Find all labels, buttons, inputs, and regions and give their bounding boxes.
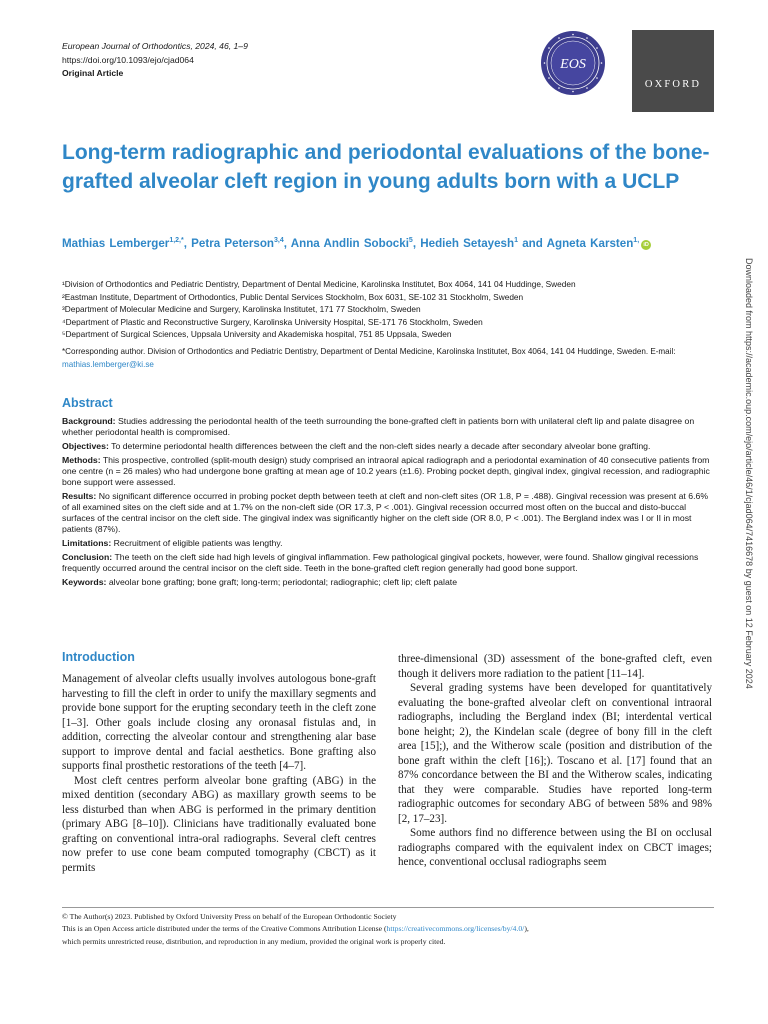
abstract-section (62, 416, 717, 438)
abstract-body (62, 416, 717, 591)
journal-citation: European Journal of Orthodontics, 2024, 46, 1–9 (62, 41, 248, 51)
author-superscript: 1, (633, 237, 640, 244)
reuse-line: which permits unrestricted reuse, distribution, and reproduction in any medium, provided the original work is properly cited. (62, 936, 446, 946)
corresponding-author (62, 346, 722, 371)
doi-link[interactable]: https://doi.org/10.1093/ejo/cjad064 (62, 54, 194, 65)
orcid-icon[interactable]: iD (641, 240, 651, 250)
footer-divider (62, 907, 714, 908)
author-name[interactable]: Hedieh Setayesh (420, 236, 515, 250)
license-link[interactable]: https://creativecommons.org/licenses/by/4.0/ (386, 924, 525, 934)
abstract-text: The teeth on the cleft side had high levels of gingival inflammation. Few pathological gingival pockets, however, were found. Shallow gingival recessions frequently occurred around the central incisor on the cleft side. Teeth in the bone-grafted cleft region generally had good bone support. (62, 552, 699, 573)
author-separator: , (283, 236, 291, 250)
abstract-text: Recruitment of eligible patients was lengthy. (111, 538, 283, 548)
body-paragraph: Several grading systems have been developed for quantitatively evaluating the bone-grafted alveolar cleft on conventional intraoral radiographs, including the Bergland index (BI; interdental vertical bone height; 2), the Kindelan scale (degree of bony fill in the cleft area [15];), and the Witherow scale (position and distribution of the bone graft within the cleft [16];). Toscano et al. [17] found that an 87% concordance between the BI and the Witherow scales, indicating that they were comparable. Studies have reported long-term radiographic outcomes for secondary ABG of between 58% and 98% [2, 17–23]. (398, 682, 712, 825)
body-paragraph: three-dimensional (3D) assessment of the bone-grafted cleft, even though it delivers more radiation to the patient [11–14]. (398, 653, 712, 680)
abstract-label: Limitations: (62, 538, 112, 548)
affiliation-item: ³Department of Molecular Medicine and Surgery, Karolinska Institutet, 171 77 Stockholm, Sweden (62, 304, 421, 314)
abstract-section (62, 441, 717, 452)
license-footer (62, 911, 722, 948)
keywords-text: alveolar bone grafting; bone graft; long-term; periodontal; radiographic; cleft lip; cleft palate (106, 577, 458, 587)
abstract-section (62, 491, 717, 535)
author-superscript: 5 (408, 237, 413, 244)
keywords (62, 577, 717, 588)
author-name[interactable]: Anna Andlin Sobocki (290, 236, 409, 250)
abstract-heading: Abstract (62, 396, 113, 410)
body-paragraph: Management of alveolar clefts usually involves autologous bone-graft harvesting to fill the cleft in order to unify the maxillary segments and provide bone support for the erupting secondary teeth in the cleft zone [1–3]. Other goals include closing any oronasal fistulas and, in addition, correcting the alveolar contour and strengthening alar base support to improve dental and facial aesthetics. Bone grafting also supports final prosthetic restorations of the teeth [4–7]. (62, 673, 376, 772)
abstract-text: Studies addressing the periodontal health of the teeth surrounding the bone-grafted cleft in patients born with unilateral cleft lip and palate disagree on whether periodontal health is compromised. (62, 416, 695, 437)
email-link[interactable]: mathias.lemberger@ki.se (62, 359, 154, 369)
article-title: Long-term radiographic and periodontal evaluations of the bone-grafted alveolar cleft region in young adults born with a UCLP (62, 141, 710, 193)
publisher-name: OXFORD (644, 79, 702, 90)
body-column-left (62, 672, 376, 875)
abstract-text: To determine periodontal health differences between the cleft and the non-cleft sides nearly a decade after secondary alveolar bone grafting. (108, 441, 651, 451)
download-watermark (742, 258, 754, 778)
seal-monogram: EOS (560, 57, 586, 72)
abstract-label: Results: (62, 491, 97, 501)
keywords-label: Keywords: (62, 577, 107, 587)
abstract-label: Background: (62, 416, 116, 426)
download-note: Downloaded from https://academic.oup.com/ejo/article/46/1/cjad064/7416678 by guest on 12 February 2024 (744, 258, 754, 689)
body-column-right (398, 652, 712, 870)
abstract-label: Methods: (62, 455, 101, 465)
author-name[interactable]: Petra Peterson (191, 236, 275, 250)
license-text-end: ), (524, 924, 529, 934)
abstract-section (62, 538, 717, 549)
author-superscript: 1 (514, 237, 518, 244)
affiliation-item: ⁵Department of Surgical Sciences, Uppsala University and Akademiska hospital, 751 85 Uppsala, Sweden (62, 329, 452, 339)
author-superscript: 3,4 (274, 237, 284, 244)
abstract-label: Conclusion: (62, 552, 113, 562)
abstract-section (62, 455, 717, 488)
body-paragraph: Some authors find no difference between using the BI on occlusal radiographs compared with the equivalent index on CBCT images; hence, conventional occlusal radiographs seem (398, 827, 712, 868)
abstract-section (62, 552, 717, 574)
corresponding-text: *Corresponding author. Division of Orthodontics and Pediatric Dentistry, Department of Dental Medicine, Karolinska Institutet, Box 4064, 141 04 Huddinge, Sweden. E-mail: (62, 347, 676, 356)
affiliations (62, 278, 722, 341)
author-name[interactable]: Mathias Lemberger (62, 236, 170, 250)
author-separator: , (183, 236, 192, 250)
license-line (62, 923, 722, 935)
abstract-text: No significant difference occurred in probing pocket depth between teeth at cleft and non-cleft sites (OR 1.8, P = .488). Gingival recession was present at 6.6% of all examined sites on the cleft side and at 1.7% on the non-cleft side (OR 17.3, P < .001). Gingival recession occurred most often on the buccal and disto-buccal surfaces of the central incisor on the cleft side. The gingival index was significantly higher on the cleft side (OR 8.0, P < .001). The Bergland index was I or II in most patients (87%). (62, 491, 709, 534)
introduction-heading: Introduction (62, 650, 135, 664)
journal-header (62, 40, 248, 81)
abstract-label: Objectives: (62, 441, 109, 451)
abstract-text: This prospective, controlled (split-mouth design) study comprised an intraoral apical radiograph and a periodontal examination of 40 consecutive patients from one centre (n = 26 males) who had undergone bone grafting at mean age of 10.2 years (±1.6). Probing pocket depth, gingival index, gingival recession, and radiographic bone support were assessed. (62, 455, 710, 487)
author-list (62, 232, 682, 253)
body-paragraph: Most cleft centres perform alveolar bone grafting (ABG) in the mixed dentition (secondary ABG) as maxillary growth seems to be less disturbed than when ABG is performed in the primary dentition (primary ABG [8–10]). Clinicians have traditionally evaluated bone grafting on conventional intra-oral radiographs. Several cleft centres now prefer to use cone beam computed tomography (CBCT) as it permits (62, 774, 376, 874)
affiliation-item: ²Eastman Institute, Department of Orthodontics, Public Dental Services Stockholm, Box 6031, SE-102 31 Stockholm, Sweden (62, 291, 524, 302)
author-separator: and (517, 236, 547, 250)
affiliation-item: ¹Division of Orthodontics and Pediatric Dentistry, Department of Dental Medicine, Karolinska Institutet, Box 4064, 141 04 Huddinge, Sweden (62, 279, 576, 289)
affiliation-item: ⁴Department of Plastic and Reconstructive Surgery, Karolinska University Hospital, SE-171 76 Stockholm, Sweden (62, 316, 483, 327)
author-name[interactable]: Agneta Karsten (546, 236, 634, 250)
oxford-logo (632, 30, 714, 112)
author-superscript: 1,2,* (169, 237, 184, 244)
author-separator: , (412, 236, 421, 250)
article-type: Original Article (62, 68, 124, 78)
copyright-line: © The Author(s) 2023. Published by Oxford University Press on behalf of the European Orthodontic Society (62, 912, 397, 921)
license-text: This is an Open Access article distributed under the terms of the Creative Commons Attribution License ( (62, 924, 387, 934)
eos-society-seal-icon (540, 30, 606, 96)
